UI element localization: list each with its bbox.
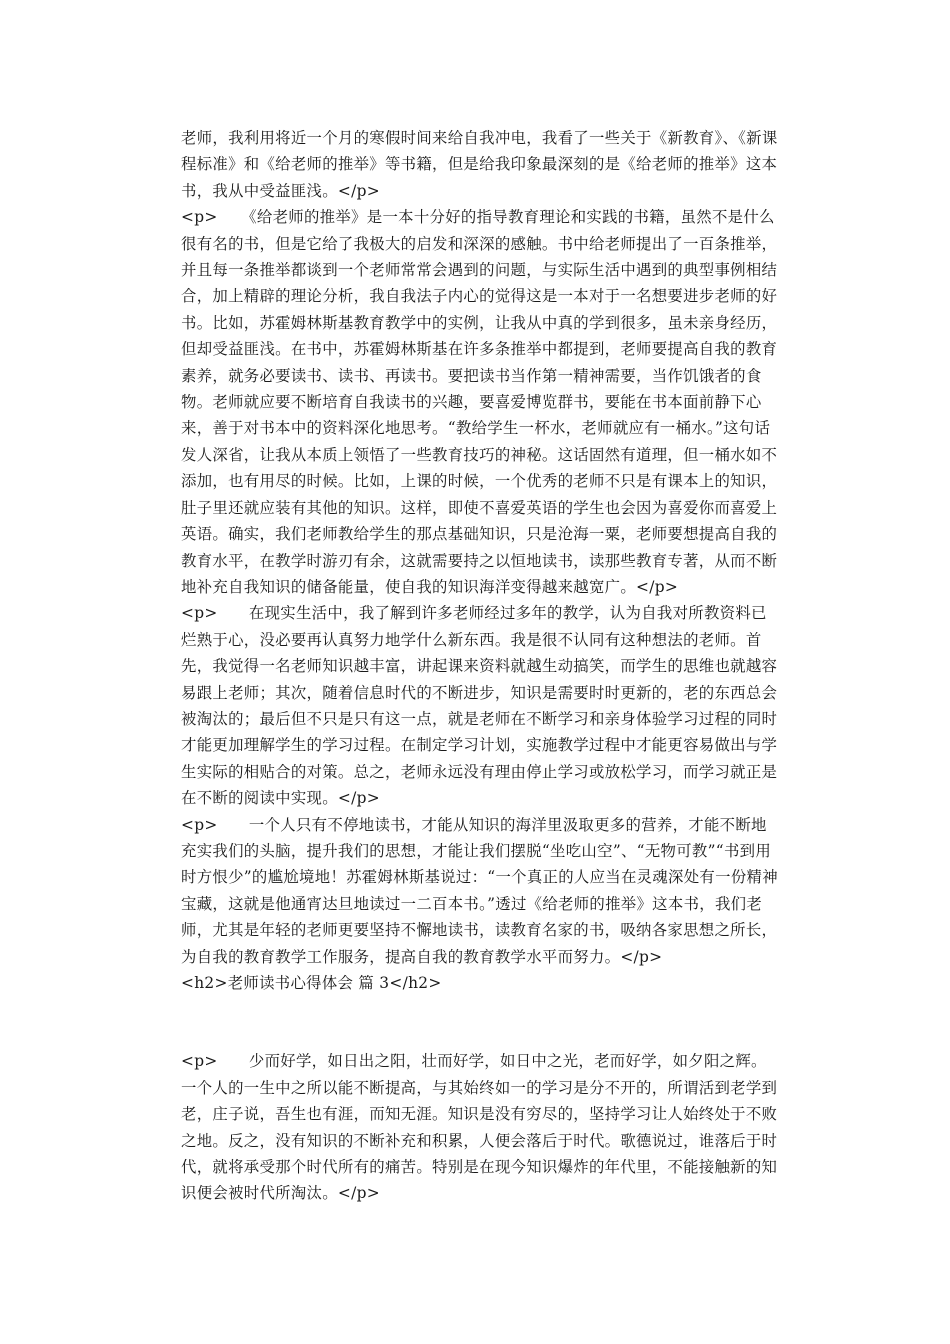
paragraph-5: <p> 少而好学，如日出之阳，壮而好学，如日中之光，老而好学，如夕阳之辉。一个人的一生中之所以能不断提高，与其始终如一的学习是分不开的，所谓活到老学到老，庄子说，吾生也有涯，而知无涯。知识是没有穷尽的，坚持学习让人始终处于不败之地。反之，没有知识的不断补充和积累，人便会落后于时代。歌德说过，谁落后于时代，就将承受那个时代所有的痛苦。特别是在现今知识爆炸的年代里，不能接触新的知识便会被时代所淘汰。</p> (181, 1052, 778, 1203)
document-page (181, 125, 781, 1207)
blank-gap (181, 996, 781, 1048)
paragraph-2: <p> 《给老师的推举》是一本十分好的指导教育理论和实践的书籍，虽然不是什么很有名的书，但是它给了我极大的启发和深深的感触。书中给老师提出了一百条推举，并且每一条推举都谈到一个老师常常会遇到的问题，与实际生活中遇到的典型事例相结合，加上精辟的理论分析，我自我法子内心的觉得这是一本对于一名想要进步老师的好书。比如，苏霍姆林斯基教育教学中的实例，让我从中真的学到很多，虽未亲身经历，但却受益匪浅。在书中，苏霍姆林斯基在许多条推举中都提到，老师要提高自我的教育素养，就务必要读书、读书、再读书。要把读书当作第一精神需要，当作饥饿者的食物。老师就应要不断培育自我读书的兴趣，要喜爱博览群书，要能在书本面前静下心来，善于对书本中的资料深化地思考。“教给学生一杯水，老师就应有一桶水。”这句话发人深省，让我从本质上领悟了一些教育技巧的神秘。这话固然有道理，但一桶水如不添加，也有用尽的时候。比如，上课的时候，一个优秀的老师不只是有课本上的知识，肚子里还就应装有其他的知识。这样，即使不喜爱英语的学生也会因为喜爱你而喜爱上英语。确实，我们老师教给学生的那点基础知识，只是沧海一粟，老师要想提高自我的教育水平，在教学时游刃有余，这就需要持之以恒地读书，读那些教育专著，从而不断地补充自我知识的储备能量，使自我的知识海洋变得越来越宽广。</p> (181, 208, 778, 596)
section-heading: <h2>老师读书心得体会 篇 3</h2> (181, 974, 442, 992)
paragraph-1: 老师，我利用将近一个月的寒假时间来给自我冲电，我看了一些关于《新教育》、《新课程标准》和《给老师的推举》等书籍，但是给我印象最深刻的是《给老师的推举》这本书，我从中受益匪浅。</p> (181, 129, 778, 200)
paragraph-4: <p> 一个人只有不停地读书，才能从知识的海洋里汲取更多的营养，才能不断地充实我们的头脑，提升我们的思想，才能让我们摆脱“坐吃山空”、“无物可教”“书到用时方恨少”的尴尬境地！苏霍姆林斯基说过：“一个真正的人应当在灵魂深处有一份精神宝藏，这就是他通宵达旦地读过一二百本书。”透过《给老师的推举》这本书，我们老师，尤其是年轻的老师更要坚持不懈地读书，读教育名家的书，吸纳各家思想之所长，为自我的教育教学工作服务，提高自我的教育教学水平而努力。</p> (181, 815, 778, 966)
paragraph-3: <p> 在现实生活中，我了解到许多老师经过多年的教学，认为自我对所教资料已烂熟于心，没必要再认真努力地学什么新东西。我是很不认同有这种想法的老师。首先，我觉得一名老师知识越丰富，讲起课来资料就越生动搞笑，而学生的思维也就越容易跟上老师；其次，随着信息时代的不断进步，知识是需要时时更新的，老的东西总会被淘汰的；最后但不只是只有这一点，就是老师在不断学习和亲身体验学习过程的同时才能更加理解学生的学习过程。在制定学习计划，实施教学过程中才能更容易做出与学生实际的相贴合的对策。总之，老师永远没有理由停止学习或放松学习，而学习就正是在不断的阅读中实现。</p> (181, 604, 778, 808)
